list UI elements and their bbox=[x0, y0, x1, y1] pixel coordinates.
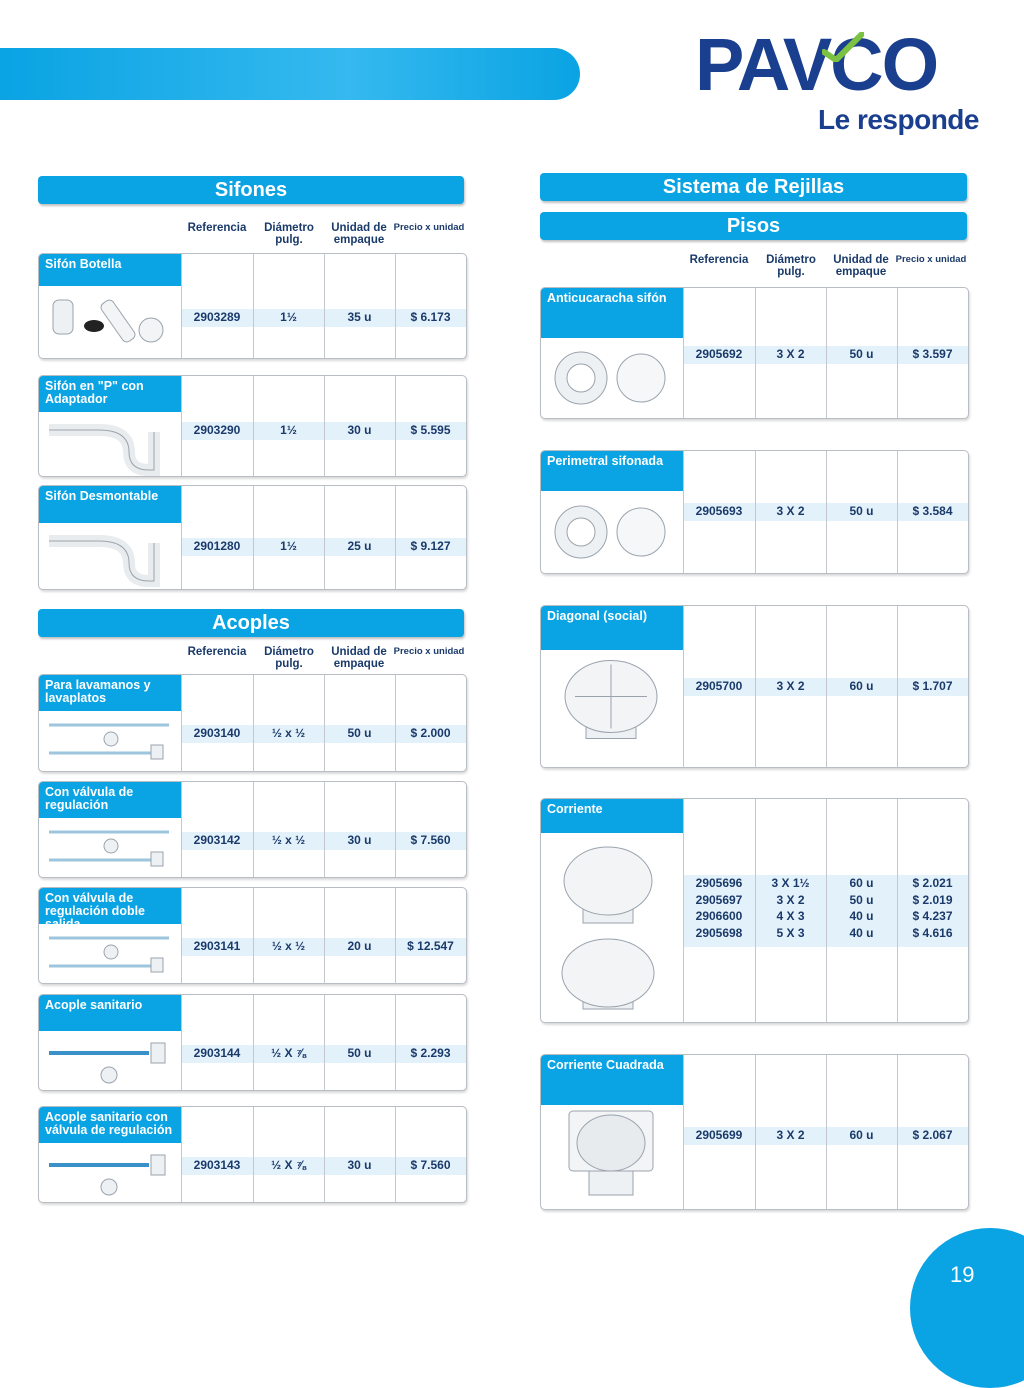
col-header-price: Precio x unidad bbox=[393, 222, 465, 233]
product-image bbox=[39, 1031, 181, 1090]
product-card bbox=[38, 674, 467, 772]
column-divider bbox=[253, 995, 254, 1090]
cell-price: $ 9.127 bbox=[410, 539, 451, 553]
column-divider bbox=[324, 675, 325, 771]
section-title-rejillas: Sistema de Rejillas bbox=[540, 173, 967, 201]
cell-diam: 3 X 2 bbox=[776, 504, 805, 518]
column-divider bbox=[395, 995, 396, 1090]
product-image bbox=[541, 1105, 683, 1209]
cell-unit: 60 u bbox=[849, 679, 874, 693]
cell-price: $ 12.547 bbox=[407, 939, 454, 953]
cell-diam: 3 X 2 bbox=[776, 347, 805, 361]
cell-diam: 1½ bbox=[280, 310, 297, 324]
cell-price: $ 7.560 bbox=[410, 833, 451, 847]
product-image bbox=[541, 491, 683, 573]
col-header-diam: Diámetro pulg. bbox=[264, 646, 314, 670]
cell-unit: 60 u bbox=[849, 1128, 874, 1142]
cell-ref: 2905699 bbox=[695, 1128, 743, 1142]
section-subtitle-pisos: Pisos bbox=[540, 212, 967, 240]
product-card bbox=[540, 450, 969, 574]
cell-price: $ 6.173 bbox=[410, 310, 451, 324]
cell-price: $ 2.067 bbox=[912, 1128, 953, 1142]
product-card bbox=[38, 887, 467, 984]
product-image bbox=[39, 711, 181, 771]
page-number: 19 bbox=[950, 1262, 975, 1287]
brand-tagline: Le responde bbox=[818, 104, 979, 135]
header-banner-edge bbox=[555, 48, 588, 100]
logo-check-icon bbox=[822, 32, 864, 62]
cell-diam: ½ x ½ bbox=[271, 939, 306, 953]
cell-ref: 2901280 bbox=[193, 539, 241, 553]
column-divider bbox=[324, 782, 325, 877]
cell-ref: 2905692 bbox=[695, 347, 743, 361]
column-divider bbox=[181, 995, 182, 1090]
column-divider bbox=[253, 1107, 254, 1202]
column-headers-sifones bbox=[180, 222, 465, 250]
cell-price: $ 3.584 bbox=[912, 504, 953, 518]
product-image bbox=[39, 523, 181, 589]
cell-price: $ 3.597 bbox=[912, 347, 953, 361]
cell-ref: 2905696 2905697 2906600 2905698 bbox=[695, 876, 743, 940]
col-header-unit: Unidad de empaque bbox=[833, 254, 889, 278]
col-header-price: Precio x unidad bbox=[393, 646, 465, 657]
column-divider bbox=[253, 782, 254, 877]
product-card bbox=[38, 781, 467, 878]
column-divider bbox=[181, 1107, 182, 1202]
col-header-unit: Unidad de empaque bbox=[331, 646, 387, 670]
cell-price: $ 2.293 bbox=[410, 1046, 451, 1060]
cell-price: $ 2.021 $ 2.019 $ 4.237 $ 4.616 bbox=[912, 876, 953, 940]
col-header-diam: Diámetro pulg. bbox=[766, 254, 816, 278]
cell-ref: 2903140 bbox=[193, 726, 241, 740]
section-title-sifones: Sifones bbox=[38, 176, 464, 204]
product-card bbox=[540, 1054, 969, 1210]
product-name: Sifón en "P" con Adaptador bbox=[39, 376, 181, 412]
cell-price: $ 2.000 bbox=[410, 726, 451, 740]
column-divider bbox=[395, 888, 396, 983]
column-divider bbox=[181, 675, 182, 771]
page-number-badge bbox=[910, 1228, 1024, 1388]
product-name: Con válvula de regulación bbox=[39, 782, 181, 818]
product-name: Acople sanitario con válvula de regulación bbox=[39, 1107, 181, 1143]
cell-ref: 2905700 bbox=[695, 679, 743, 693]
product-name: Corriente bbox=[541, 799, 683, 833]
col-header-price: Precio x unidad bbox=[895, 254, 967, 265]
cell-diam: 3 X 1½ 3 X 2 4 X 3 5 X 3 bbox=[771, 876, 810, 940]
product-image bbox=[541, 338, 683, 418]
cell-unit: 50 u bbox=[347, 1046, 372, 1060]
column-divider bbox=[324, 254, 325, 358]
col-header-ref: Referencia bbox=[187, 222, 247, 234]
column-headers-acoples bbox=[180, 646, 465, 674]
product-card bbox=[540, 287, 969, 419]
cell-unit: 30 u bbox=[347, 423, 372, 437]
cell-price: $ 5.595 bbox=[410, 423, 451, 437]
product-name: Con válvula de regulación doble salida bbox=[39, 888, 181, 924]
cell-unit: 50 u bbox=[347, 726, 372, 740]
column-divider bbox=[253, 675, 254, 771]
column-divider bbox=[181, 254, 182, 358]
col-header-diam: Diámetro pulg. bbox=[264, 222, 314, 246]
product-name: Sifón Desmontable bbox=[39, 486, 181, 523]
product-image bbox=[541, 650, 683, 767]
column-divider bbox=[324, 1107, 325, 1202]
column-divider bbox=[253, 254, 254, 358]
product-name: Sifón Botella bbox=[39, 254, 181, 286]
column-divider bbox=[324, 888, 325, 983]
product-image bbox=[39, 1143, 181, 1202]
cell-diam: 1½ bbox=[280, 539, 297, 553]
section-title-acoples: Acoples bbox=[38, 609, 464, 637]
product-card bbox=[540, 798, 969, 1023]
product-image bbox=[39, 818, 181, 877]
cell-unit: 50 u bbox=[849, 504, 874, 518]
product-name: Anticucaracha sifón bbox=[541, 288, 683, 338]
cell-diam: ½ X ⅞ bbox=[271, 1158, 306, 1172]
cell-diam: ½ x ½ bbox=[271, 833, 306, 847]
col-header-ref: Referencia bbox=[689, 254, 749, 266]
cell-unit: 30 u bbox=[347, 1158, 372, 1172]
cell-unit: 35 u bbox=[347, 310, 372, 324]
product-image bbox=[39, 286, 181, 358]
column-divider bbox=[181, 782, 182, 877]
product-card bbox=[38, 994, 467, 1091]
column-divider bbox=[181, 888, 182, 983]
product-name: Para lavamanos y lavaplatos bbox=[39, 675, 181, 711]
cell-unit: 20 u bbox=[347, 939, 372, 953]
header-banner bbox=[0, 48, 580, 100]
column-divider bbox=[395, 675, 396, 771]
cell-price: $ 1.707 bbox=[912, 679, 953, 693]
product-name: Perimetral sifonada bbox=[541, 451, 683, 491]
product-name: Corriente Cuadrada bbox=[541, 1055, 683, 1105]
product-card bbox=[38, 375, 467, 477]
cell-ref: 2903142 bbox=[193, 833, 241, 847]
cell-unit: 25 u bbox=[347, 539, 372, 553]
cell-unit: 30 u bbox=[347, 833, 372, 847]
product-image bbox=[39, 924, 181, 983]
column-divider bbox=[395, 1107, 396, 1202]
product-card bbox=[38, 253, 467, 359]
cell-diam: ½ x ½ bbox=[271, 726, 306, 740]
product-card bbox=[38, 1106, 467, 1203]
product-name: Diagonal (social) bbox=[541, 606, 683, 650]
product-image bbox=[39, 412, 181, 476]
col-header-ref: Referencia bbox=[187, 646, 247, 658]
column-headers-rejillas bbox=[682, 254, 967, 282]
cell-price: $ 7.560 bbox=[410, 1158, 451, 1172]
column-divider bbox=[395, 782, 396, 877]
column-divider bbox=[253, 888, 254, 983]
product-card bbox=[540, 605, 969, 768]
product-image bbox=[541, 833, 683, 1022]
column-divider bbox=[395, 254, 396, 358]
brand-name: PAVCO bbox=[695, 23, 938, 106]
cell-ref: 2903141 bbox=[193, 939, 241, 953]
cell-diam: ½ X ⅞ bbox=[271, 1046, 306, 1060]
cell-unit: 50 u bbox=[849, 347, 874, 361]
cell-diam: 3 X 2 bbox=[776, 1128, 805, 1142]
cell-ref: 2903143 bbox=[193, 1158, 241, 1172]
product-card bbox=[38, 485, 467, 590]
cell-ref: 2903144 bbox=[193, 1046, 241, 1060]
col-header-unit: Unidad de empaque bbox=[331, 222, 387, 246]
cell-diam: 1½ bbox=[280, 423, 297, 437]
column-divider bbox=[324, 995, 325, 1090]
product-name: Acople sanitario bbox=[39, 995, 181, 1031]
cell-ref: 2905693 bbox=[695, 504, 743, 518]
cell-unit: 60 u 50 u 40 u 40 u bbox=[849, 876, 874, 940]
cell-ref: 2903289 bbox=[193, 310, 241, 324]
cell-diam: 3 X 2 bbox=[776, 679, 805, 693]
cell-ref: 2903290 bbox=[193, 423, 241, 437]
